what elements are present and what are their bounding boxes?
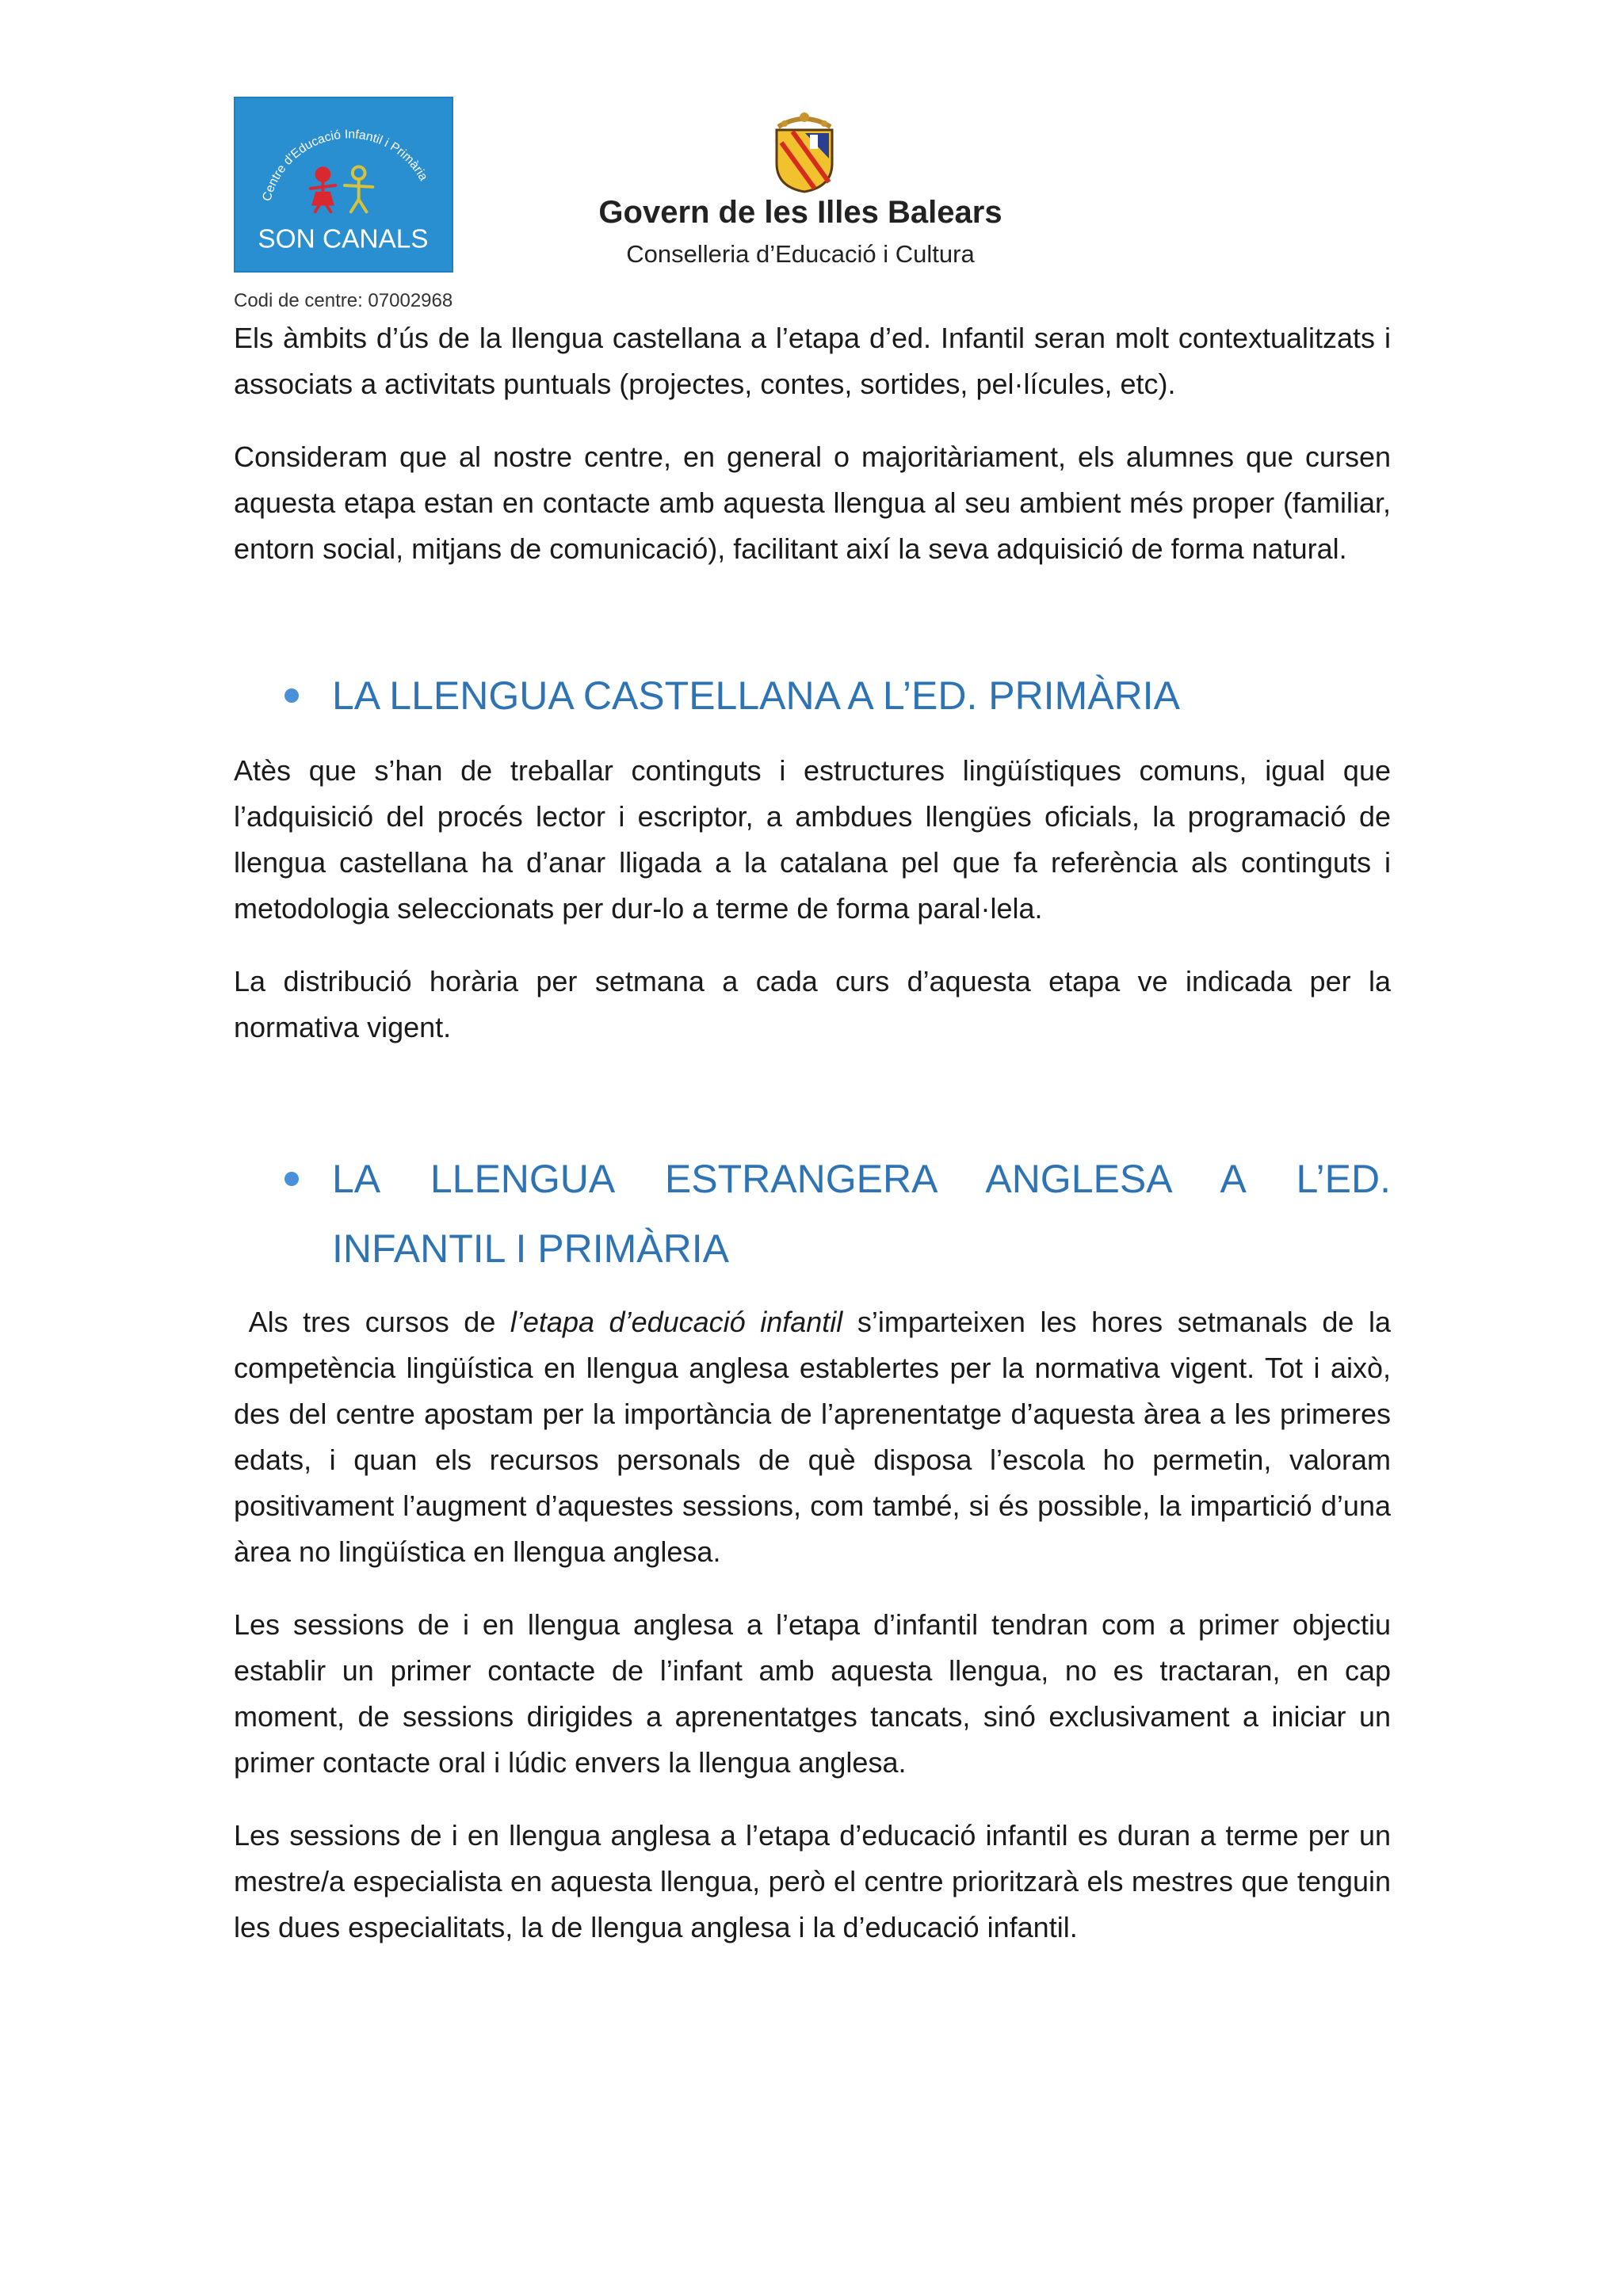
bullet-icon <box>285 1172 299 1186</box>
government-header <box>586 111 1014 277</box>
school-logo-name: SON CANALS <box>258 224 429 254</box>
school-logo <box>234 97 453 273</box>
government-title: Govern de les Illes Balears <box>598 195 1002 230</box>
paragraph: Consideram que al nostre centre, en general o majoritàriament, els alumnes que cursen aquesta etapa estan en contacte amb aquesta llengua al seu ambient més proper (familiar, entorn social, mitjans de comunicació), facilitant així la seva adquisició de forma natural. <box>234 441 1391 565</box>
paragraph: Els àmbits d’ús de la llengua castellana a l’etapa d’ed. Infantil seran molt contextualitzats i associats a activitats puntuals (projectes, contes, sortides, pel·lícules, etc). <box>234 322 1391 400</box>
coat-of-arms-icon <box>770 111 838 193</box>
section-heading-text: LA LLENGUA ESTRANGERA ANGLESA A L’ED. <box>332 1157 1391 1201</box>
paragraph-text: s’imparteixen les hores setmanals de la competència lingüística en llengua anglesa establertes per la normativa vigent. Tot i això, des del centre apostam per la importància de l’aprenentatge d’aquesta àrea a les primeres edats, i quan els recursos personals de què disposa l’escola ho permetin, valoram positivament l’augment d’aquestes sessions, com també, si és possible, la impartició d’una àrea no lingüística en llengua anglesa. <box>234 1306 1391 1568</box>
paragraph <box>234 1299 1391 1575</box>
paragraph: La distribució horària per setmana a cada curs d’aquesta etapa ve indicada per la normativa vigent. <box>234 965 1391 1043</box>
child-figure-icon <box>311 168 335 212</box>
paragraph: Les sessions de i en llengua anglesa a l’etapa d’infantil tendran com a primer objectiu establir un primer contacte de l’infant amb aquesta llengua, no es tractaran, en cap moment, de sessions dirigides a aprenentatges tancats, sinó exclusivament a iniciar un primer contacte oral i lúdic envers la llengua anglesa. <box>234 1608 1391 1779</box>
section-heading <box>234 1144 1391 1283</box>
section-heading <box>234 661 1391 730</box>
government-subtitle: Conselleria d’Educació i Cultura <box>626 240 975 268</box>
italic-term: l’etapa d’educació infantil <box>510 1306 843 1338</box>
bullet-icon <box>285 688 299 703</box>
school-logo-arc-text: Centre d'Educació Infantil i Primària <box>260 128 430 203</box>
paragraph: Les sessions de i en llengua anglesa a l’etapa d’educació infantil es duran a terme per un mestre/a especialista en aquesta llengua, però el centre prioritzarà els mestres que tenguin les dues especialitats, la de llengua anglesa i la d’educació infantil. <box>234 1819 1391 1943</box>
paragraph-text: Als tres cursos de <box>248 1306 496 1338</box>
child-figure-icon <box>345 166 372 212</box>
section-heading-text: LA LLENGUA CASTELLANA A L’ED. PRIMÀRIA <box>332 673 1180 718</box>
document-body <box>234 315 1391 1978</box>
paragraph: Atès que s’han de treballar continguts i estructures lingüístiques comuns, igual que l’adquisició del procés lector i escriptor, a ambdues llengües oficials, la programació de llengua castellana ha d’anar lligada a la catalana pel que fa referència als continguts i metodologia seleccionats per dur-lo a terme de forma paral·lela. <box>234 754 1391 925</box>
school-code: Codi de centre: 07002968 <box>234 290 453 311</box>
section-heading-text: INFANTIL I PRIMÀRIA <box>332 1226 730 1271</box>
